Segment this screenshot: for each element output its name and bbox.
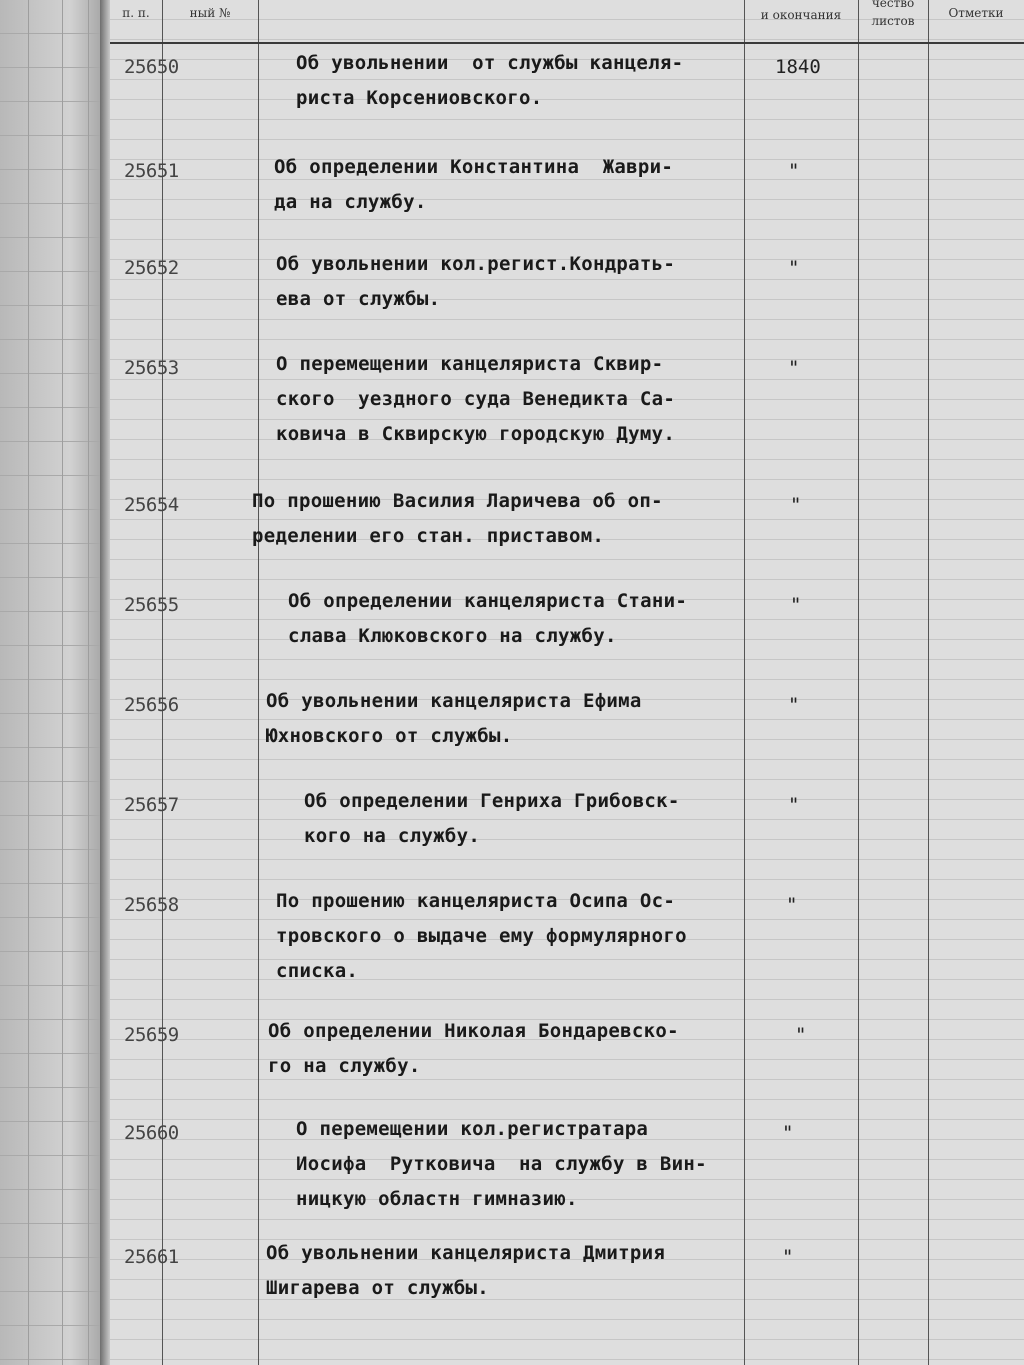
entry-date: ": [790, 494, 802, 516]
description-line: Иосифа Рутковича на службу в Вин-: [296, 1153, 707, 1175]
header-index: ный №: [189, 6, 231, 20]
entry-date: ": [782, 1122, 794, 1144]
entry-date: ": [788, 357, 800, 379]
entry-description: [304, 784, 680, 854]
column-divider: [858, 0, 859, 1365]
description-line: Шигарева от службы.: [266, 1277, 490, 1299]
description-line: риста Корсениовского.: [296, 87, 543, 109]
header-dates: и окончания: [760, 8, 842, 22]
entry-number: 25660: [124, 1122, 179, 1144]
entry-date: ": [795, 1024, 807, 1046]
column-divider: [744, 0, 745, 1365]
description-line: Об определении Генриха Грибовск-: [304, 790, 680, 812]
description-line: да на службу.: [274, 191, 427, 213]
entry-number: 25656: [124, 694, 179, 716]
entry-number: 25651: [124, 160, 179, 182]
description-line: Об увольнении канцеляриста Дмитрия: [266, 1242, 666, 1264]
column-divider: [258, 0, 259, 1365]
description-line: По прошению Василия Ларичева об оп-: [252, 490, 663, 512]
description-line: Об увольнении кол.регист.Кондрать-: [276, 253, 676, 275]
description-line: Об увольнении канцеляриста Ефима: [266, 690, 642, 712]
entry-number: 25654: [124, 494, 179, 516]
column-divider: [162, 0, 163, 1365]
entry-description: [276, 247, 675, 317]
entry-description: [296, 46, 683, 116]
description-line: ковича в Сквирскую городскую Думу.: [276, 423, 676, 445]
previous-page-edge: [0, 0, 100, 1365]
description-line: По прошению канцеляриста Осипа Ос-: [276, 890, 676, 912]
entry-number: 25650: [124, 56, 179, 78]
entry-date: 1840: [775, 56, 821, 78]
entry-description: [252, 484, 663, 554]
entry-date: ": [782, 1246, 794, 1268]
entry-date: ": [786, 894, 798, 916]
description-line: ределении его стан. приставом.: [252, 525, 605, 547]
entry-number: 25657: [124, 794, 179, 816]
header-notes: Отметки: [948, 6, 1004, 20]
entry-description: [288, 584, 687, 654]
entry-number: 25658: [124, 894, 179, 916]
header-number: п. п.: [122, 6, 150, 20]
description-line: Об увольнении от службы канцеля-: [296, 52, 684, 74]
entry-number: 25659: [124, 1024, 179, 1046]
description-line: го на службу.: [268, 1055, 421, 1077]
entry-description: [274, 150, 673, 220]
entry-number: 25655: [124, 594, 179, 616]
description-line: Юхновского от службы.: [266, 725, 513, 747]
description-line: Об определении канцеляриста Стани-: [288, 590, 688, 612]
entry-date: ": [788, 257, 800, 279]
entry-number: 25653: [124, 357, 179, 379]
entry-date: ": [788, 794, 800, 816]
entry-description: [268, 1014, 679, 1084]
binding-gutter: [100, 0, 110, 1365]
description-line: ницкую областн гимназию.: [296, 1188, 578, 1210]
entry-number: 25652: [124, 257, 179, 279]
description-line: Об определении Николая Бондаревско-: [268, 1020, 679, 1042]
entry-number: 25661: [124, 1246, 179, 1268]
entry-description: [276, 347, 675, 452]
entry-description: [276, 884, 687, 989]
description-line: Об определении Константина Жаври-: [274, 156, 674, 178]
description-line: О перемещении кол.регистратара: [296, 1118, 649, 1140]
entry-date: ": [788, 694, 800, 716]
header-sheets: чество листов: [871, 0, 915, 28]
description-line: списка.: [276, 960, 359, 982]
description-line: тровского о выдаче ему формулярного: [276, 925, 687, 947]
register-page: [110, 0, 1024, 1365]
column-divider: [928, 0, 929, 1365]
entry-description: [266, 684, 642, 754]
description-line: О перемещении канцеляриста Сквир-: [276, 353, 664, 375]
description-line: кого на службу.: [304, 825, 481, 847]
header-rule: [110, 42, 1024, 44]
entry-date: ": [790, 594, 802, 616]
entry-description: [266, 1236, 665, 1306]
entry-date: ": [788, 160, 800, 182]
description-line: ева от службы.: [276, 288, 441, 310]
entry-description: [296, 1112, 707, 1217]
description-line: слава Клюковского на службу.: [288, 625, 617, 647]
description-line: ского уездного суда Венедикта Са-: [276, 388, 676, 410]
